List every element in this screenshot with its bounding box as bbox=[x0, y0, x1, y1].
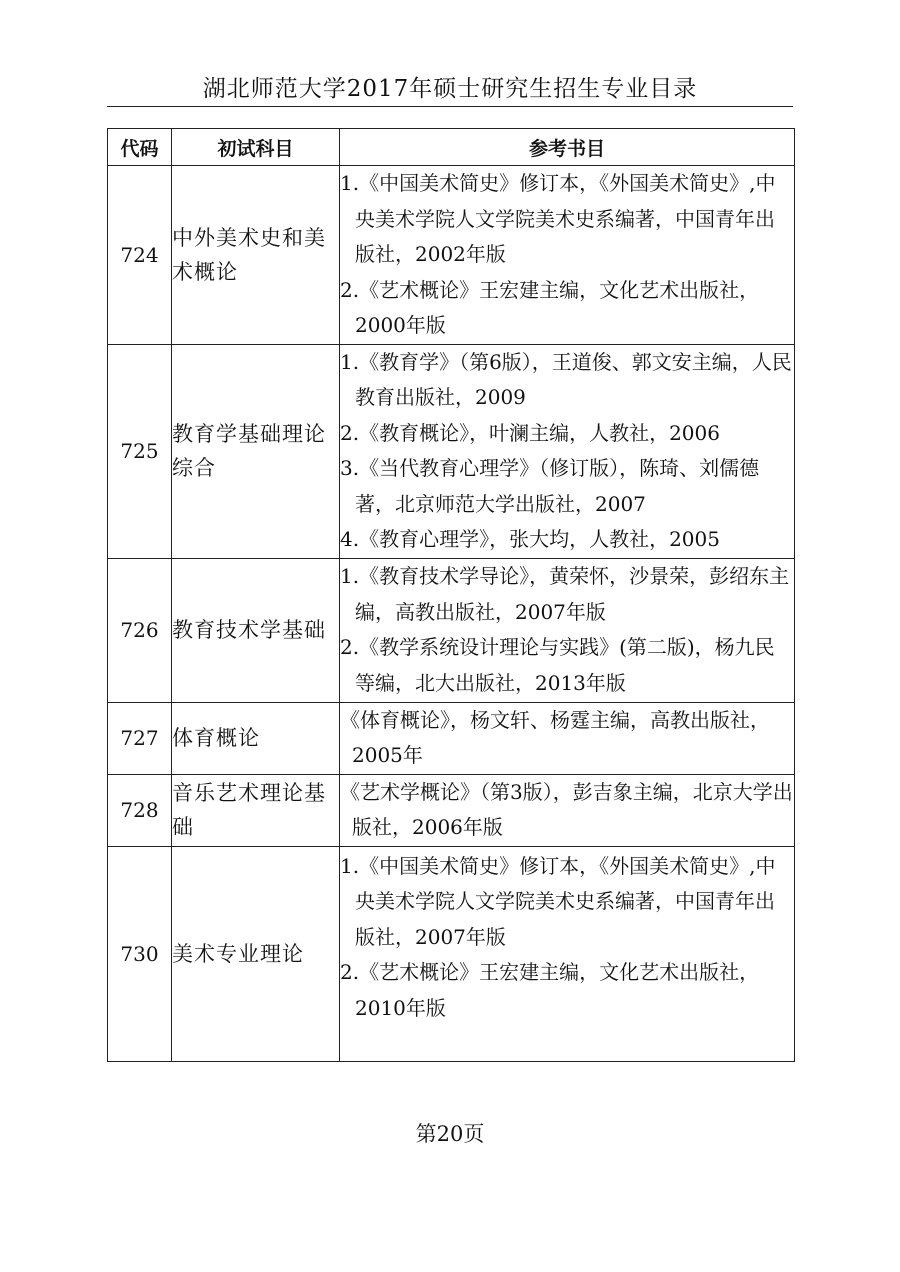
reference-item: 4.《教育心理学》，张大均，人教社，2005 bbox=[340, 527, 720, 551]
table-row bbox=[108, 702, 795, 774]
reference-item: 《体育概论》，杨文轩、杨霆主编，高教出版社， 2005年 bbox=[340, 707, 770, 767]
table-row bbox=[108, 166, 795, 345]
row-code: 726 bbox=[108, 558, 172, 702]
reference-item: 2.《艺术概论》王宏建主编，文化艺术出版社，2010年版 bbox=[340, 960, 760, 1020]
row-references bbox=[340, 166, 795, 345]
reference-item: 《艺术学概论》（第3版），彭吉象主编，北京大学出版社，2006年版 bbox=[340, 779, 793, 839]
page-number: 第20页 bbox=[415, 1122, 485, 1146]
reference-item: 2.《艺术概论》王宏建主编，文化艺术出版社，2000年版 bbox=[340, 277, 760, 337]
page-title: 湖北师范大学2017年硕士研究生招生专业目录 bbox=[202, 76, 698, 102]
table-row bbox=[108, 846, 795, 1061]
catalog-table bbox=[107, 128, 795, 1062]
row-references bbox=[340, 558, 795, 702]
table-header-row bbox=[108, 129, 795, 166]
row-subject: 教育学基础理论综合 bbox=[172, 344, 340, 558]
reference-item: 1.《中国美术简史》修订本，《外国美术简史》,中央美术学院人文学院美术史系编著，中国青年出版社，2002年版 bbox=[340, 171, 776, 266]
row-subject: 音乐艺术理论基础 bbox=[172, 774, 340, 846]
table-row bbox=[108, 774, 795, 846]
row-code: 727 bbox=[108, 702, 172, 774]
column-header-code: 代码 bbox=[108, 129, 172, 166]
table-row bbox=[108, 558, 795, 702]
reference-item: 2.《教育概论》，叶澜主编，人教社，2006 bbox=[340, 420, 720, 445]
row-code: 725 bbox=[108, 344, 172, 558]
row-code: 728 bbox=[108, 774, 172, 846]
reference-item: 1.《教育技术学导论》，黄荣怀，沙景荣，彭绍东主编，高教出版社，2007年版 bbox=[340, 564, 790, 624]
row-references bbox=[340, 774, 795, 846]
reference-item: 1.《教育学》（第6版），王道俊、郭文安主编，人民教育出版社，2009 bbox=[340, 349, 792, 409]
row-references bbox=[340, 702, 795, 774]
header-divider bbox=[107, 106, 793, 107]
reference-item: 1.《中国美术简史》修订本，《外国美术简史》,中央美术学院人文学院美术史系编著，中国青年出版社，2007年版 bbox=[340, 853, 776, 949]
table-row bbox=[108, 344, 795, 558]
column-header-references: 参考书目 bbox=[340, 129, 795, 166]
row-subject: 美术专业理论 bbox=[172, 846, 340, 1061]
row-subject: 教育技术学基础 bbox=[172, 558, 340, 702]
row-code: 724 bbox=[108, 166, 172, 345]
row-subject: 中外美术史和美术概论 bbox=[172, 166, 340, 345]
row-subject: 体育概论 bbox=[172, 702, 340, 774]
row-references bbox=[340, 846, 795, 1061]
reference-item: 3.《当代教育心理学》（修订版），陈琦、刘儒德著，北京师范大学出版社，2007 bbox=[340, 456, 760, 516]
reference-item: 2.《教学系统设计理论与实践》(第二版)，杨九民等编，北大出版社，2013年版 bbox=[340, 635, 775, 695]
column-header-subject: 初试科目 bbox=[172, 129, 340, 166]
row-code: 730 bbox=[108, 846, 172, 1061]
row-references bbox=[340, 344, 795, 558]
